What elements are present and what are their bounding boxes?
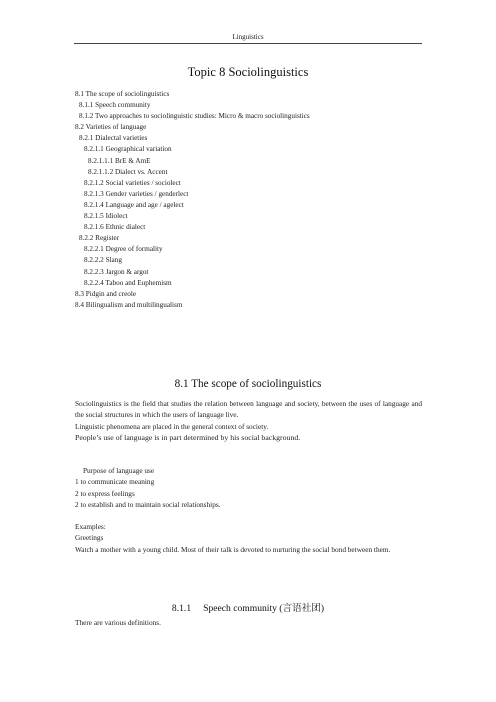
toc-entry: 8.2.1.1.2 Dialect vs. Accent: [88, 167, 168, 176]
toc-entry: 8.2.2.4 Taboo and Euphemism: [84, 278, 172, 287]
purpose-title: Purpose of language use: [83, 466, 155, 475]
phenomena-paragraph: Linguistic phenomena are placed in the general context of society.: [75, 421, 269, 431]
example-paragraph: Watch a mother with a young child. Most of their talk is devoted to nurturing the social bond between them.: [75, 544, 391, 554]
subsection-paragraph: There are various definitions.: [75, 618, 161, 627]
section-heading: 8.1 The scope of sociolinguistics: [174, 378, 322, 390]
toc-entry: 8.2 Varieties of language: [75, 123, 147, 132]
toc-entry: 8.2.1.1.1 BrE & AmE: [88, 156, 151, 165]
running-header: Linguistics: [232, 33, 264, 41]
greetings-label: Greetings: [75, 533, 104, 543]
subsection-number: 8.1.1: [171, 603, 192, 614]
toc-entry: 8.2.2 Register: [79, 234, 120, 243]
subsection-heading: [74, 600, 422, 614]
toc-entry: 8.4 Bilingualism and multilingualism: [75, 300, 183, 309]
header-rule: [74, 43, 422, 44]
toc-entry: 8.2.1.5 Idiolect: [84, 212, 128, 221]
section-body: [75, 398, 422, 443]
toc-entry: 8.2.1.6 Ethnic dialect: [84, 223, 146, 232]
toc-entry: 8.2.2.3 Jargon & argot: [84, 267, 149, 276]
document-title: Topic 8 Sociolinguistics: [187, 65, 309, 79]
toc-entry: 8.1.2 Two approaches to sociolinguistic studies: Micro & macro sociolinguistics: [79, 112, 310, 121]
toc-entry: 8.2.2.1 Degree of formality: [84, 245, 163, 254]
toc-entry: 8.1.1 Speech community: [79, 101, 151, 110]
background-paragraph: People’s use of language is in part determined by his social background.: [75, 432, 301, 442]
purpose-item: 2 to establish and to maintain social relationships.: [75, 499, 221, 509]
examples-label: Examples:: [75, 522, 106, 531]
subsection-title: Speech community (言语社团): [203, 603, 325, 614]
toc-entry: 8.2.2.2 Slang: [84, 256, 122, 265]
toc-entry: 8.2.1 Dialectal varieties: [79, 134, 148, 143]
toc-entry: 8.2.1.3 Gender varieties / genderlect: [84, 189, 189, 198]
subsection-body: [75, 617, 422, 628]
definition-paragraph: Sociolinguistics is the field that studies the relation between language and society, between the uses of language and the social structures in which the users of language live.: [75, 399, 422, 420]
toc-entry: 8.2.1.1 Geographical variation: [84, 145, 172, 154]
toc-entry: 8.2.1.4 Language and age / agelect: [84, 200, 184, 209]
purpose-item: 2 to express feelings: [75, 488, 135, 498]
purpose-item: 1 to communicate meaning: [75, 477, 155, 487]
purpose-block: [75, 465, 422, 510]
toc-entry: 8.1 The scope of sociolinguistics: [75, 90, 170, 98]
examples-block: [75, 521, 422, 555]
table-of-contents: [75, 89, 423, 311]
toc-entry: 8.3 Pidgin and creole: [75, 289, 137, 298]
toc-entry: 8.2.1.2 Social varieties / sociolect: [84, 178, 181, 187]
